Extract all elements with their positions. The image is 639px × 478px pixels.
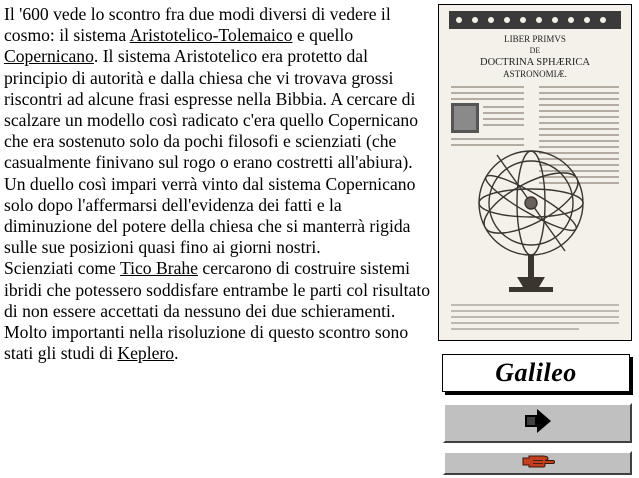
next-button[interactable] [443,403,632,443]
book-page-image [438,4,632,341]
book-title-line4: ASTRONOMIÆ. [503,69,567,79]
link-keplero[interactable]: Keplero [117,343,175,364]
book-title-line3: DOCTRINA SPHÆRICA [480,57,590,68]
main-text: Il '600 vede lo scontro fra due modi diversi di vedere il cosmo: il sistema Aristotelico-Tolemaico e quello Copernicano. Il sistema Aristotelico era protetto dal principio di autorità e dalla chiesa che vi trovava grossi riscontri ad alcune frasi espresse nella Bibbia. A cercare di scalzare un modello così radicato c'era quello Copernicano che era sostenuto solo da pochi filosofi e scienziati (che casualmente finivano sul rogo o erano costretti all'abiura). Un duello così impari verrà vinto dal sistema Copernicano solo dopo l'affermarsi dell'evidenza dei fatti e la diminuzione del potere della chiesa che si manterrà rigida sulle sue posizioni quasi fino ai giorni nostri. Scienziati come Tico Brahe cercarono di costruire sistemi ibridi che potessero soddisfare entrambe le parti col risultato di non essere accettati da nessuno dei due schieramenti. Molto importanti nella risoluzione di questo scontro sono stati gli studi di Keplero. [4,4,431,364]
pointing-hand-button[interactable] [443,451,632,475]
link-tico-brahe[interactable]: Tico Brahe [119,258,198,279]
pointing-hand-icon [521,453,555,474]
galileo-button[interactable] [442,354,630,392]
arrow-right-icon [523,408,553,439]
link-aristotelico-tolemaico[interactable]: Aristotelico-Tolemaico [129,25,293,46]
armillary-sphere-engraving [439,5,631,340]
book-title-line2: DE [529,46,541,55]
link-copernicano[interactable]: Copernicano [4,46,94,67]
book-title-line1: LIBER PRIMVS [504,34,566,44]
galileo-label: Galileo [495,358,577,387]
